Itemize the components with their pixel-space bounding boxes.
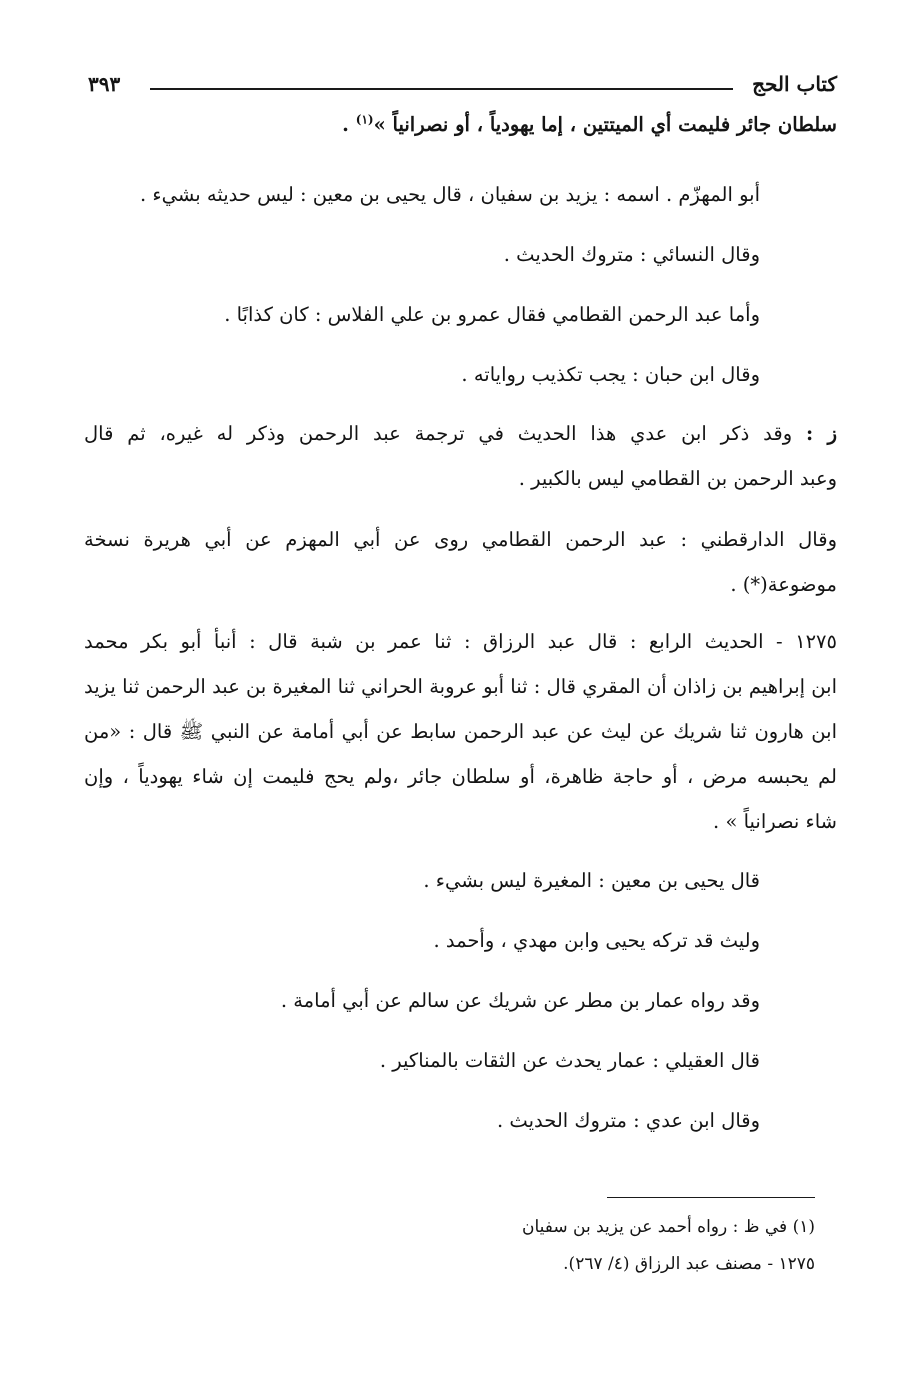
text-line: وقال الدارقطني : عبد الرحمن القطامي روى عن أبي المهزم عن أبي هريرة نسخة	[84, 528, 837, 551]
text-fragment: وقد ذكر ابن عدي هذا الحديث في ترجمة عبد الرحمن وذكر له غيره، ثم قال	[84, 422, 806, 445]
text-line: وقال النسائي : متروك الحديث .	[503, 243, 760, 266]
text-line	[84, 421, 837, 446]
text-line: موضوعة(*) .	[730, 573, 837, 596]
footnote-ref: (١)	[355, 112, 374, 127]
header-rule	[150, 88, 733, 90]
footnote-rule	[607, 1197, 815, 1198]
text-line: أبو المهزّم . اسمه : يزيد بن سفيان ، قال يحيى بن معين : ليس حديثه بشيء .	[140, 183, 760, 206]
text-line: وقال ابن عدي : متروك الحديث .	[497, 1109, 760, 1132]
text-line: ابن هارون ثنا شريك عن ليث عن عبد الرحمن سابط عن أبي أمامة عن النبي ﷺ قال : «من	[84, 720, 837, 743]
text-line: لم يحبسه مرض ، أو حاجة ظاهرة، أو سلطان جائر ،ولم يحج فليمت إن شاء يهودياً ، وإن	[84, 765, 837, 788]
text-line	[342, 112, 837, 137]
text-line: قال يحيى بن معين : المغيرة ليس بشيء .	[423, 869, 760, 892]
footnote: (١) في ظ : رواه أحمد عن يزيد بن سفيان	[522, 1217, 815, 1237]
page-number: ٣٩٣	[88, 72, 121, 96]
footnote: ١٢٧٥ - مصنف عبد الرزاق (٤/ ٢٦٧).	[563, 1254, 815, 1274]
text-line: ١٢٧٥ - الحديث الرابع : قال عبد الرزاق : ثنا عمر بن شبة قال : أنبأ أبو بكر محمد	[84, 630, 837, 653]
text-line: شاء نصرانياً » .	[713, 810, 837, 833]
text-line: ابن إبراهيم بن زاذان أن المقري قال : ثنا أبو عروبة الحراني ثنا المغيرة بن عبد الرحمن ثنا يزيد	[84, 675, 837, 698]
text-line: قال العقيلي : عمار يحدث عن الثقات بالمناكير .	[379, 1049, 760, 1072]
text-line: وقد رواه عمار بن مطر عن شريك عن سالم عن أبي أمامة .	[280, 989, 760, 1012]
text-line: وقال ابن حبان : يجب تكذيب رواياته .	[461, 363, 760, 386]
text-line: وعبد الرحمن بن القطامي ليس بالكبير .	[518, 467, 837, 490]
running-title: كتاب الحج	[752, 72, 837, 96]
text-line: وليث قد تركه يحيى وابن مهدي ، وأحمد .	[433, 929, 760, 952]
source-marker: ز :	[805, 422, 838, 445]
text-fragment: .	[342, 113, 356, 136]
text-line: وأما عبد الرحمن القطامي فقال عمرو بن علي الفلاس : كان كذابًا .	[224, 303, 760, 326]
page-header	[88, 72, 837, 106]
text-fragment: سلطان جائر فليمت أي الميتتين ، إما يهودياً ، أو نصرانياً »	[373, 113, 837, 136]
